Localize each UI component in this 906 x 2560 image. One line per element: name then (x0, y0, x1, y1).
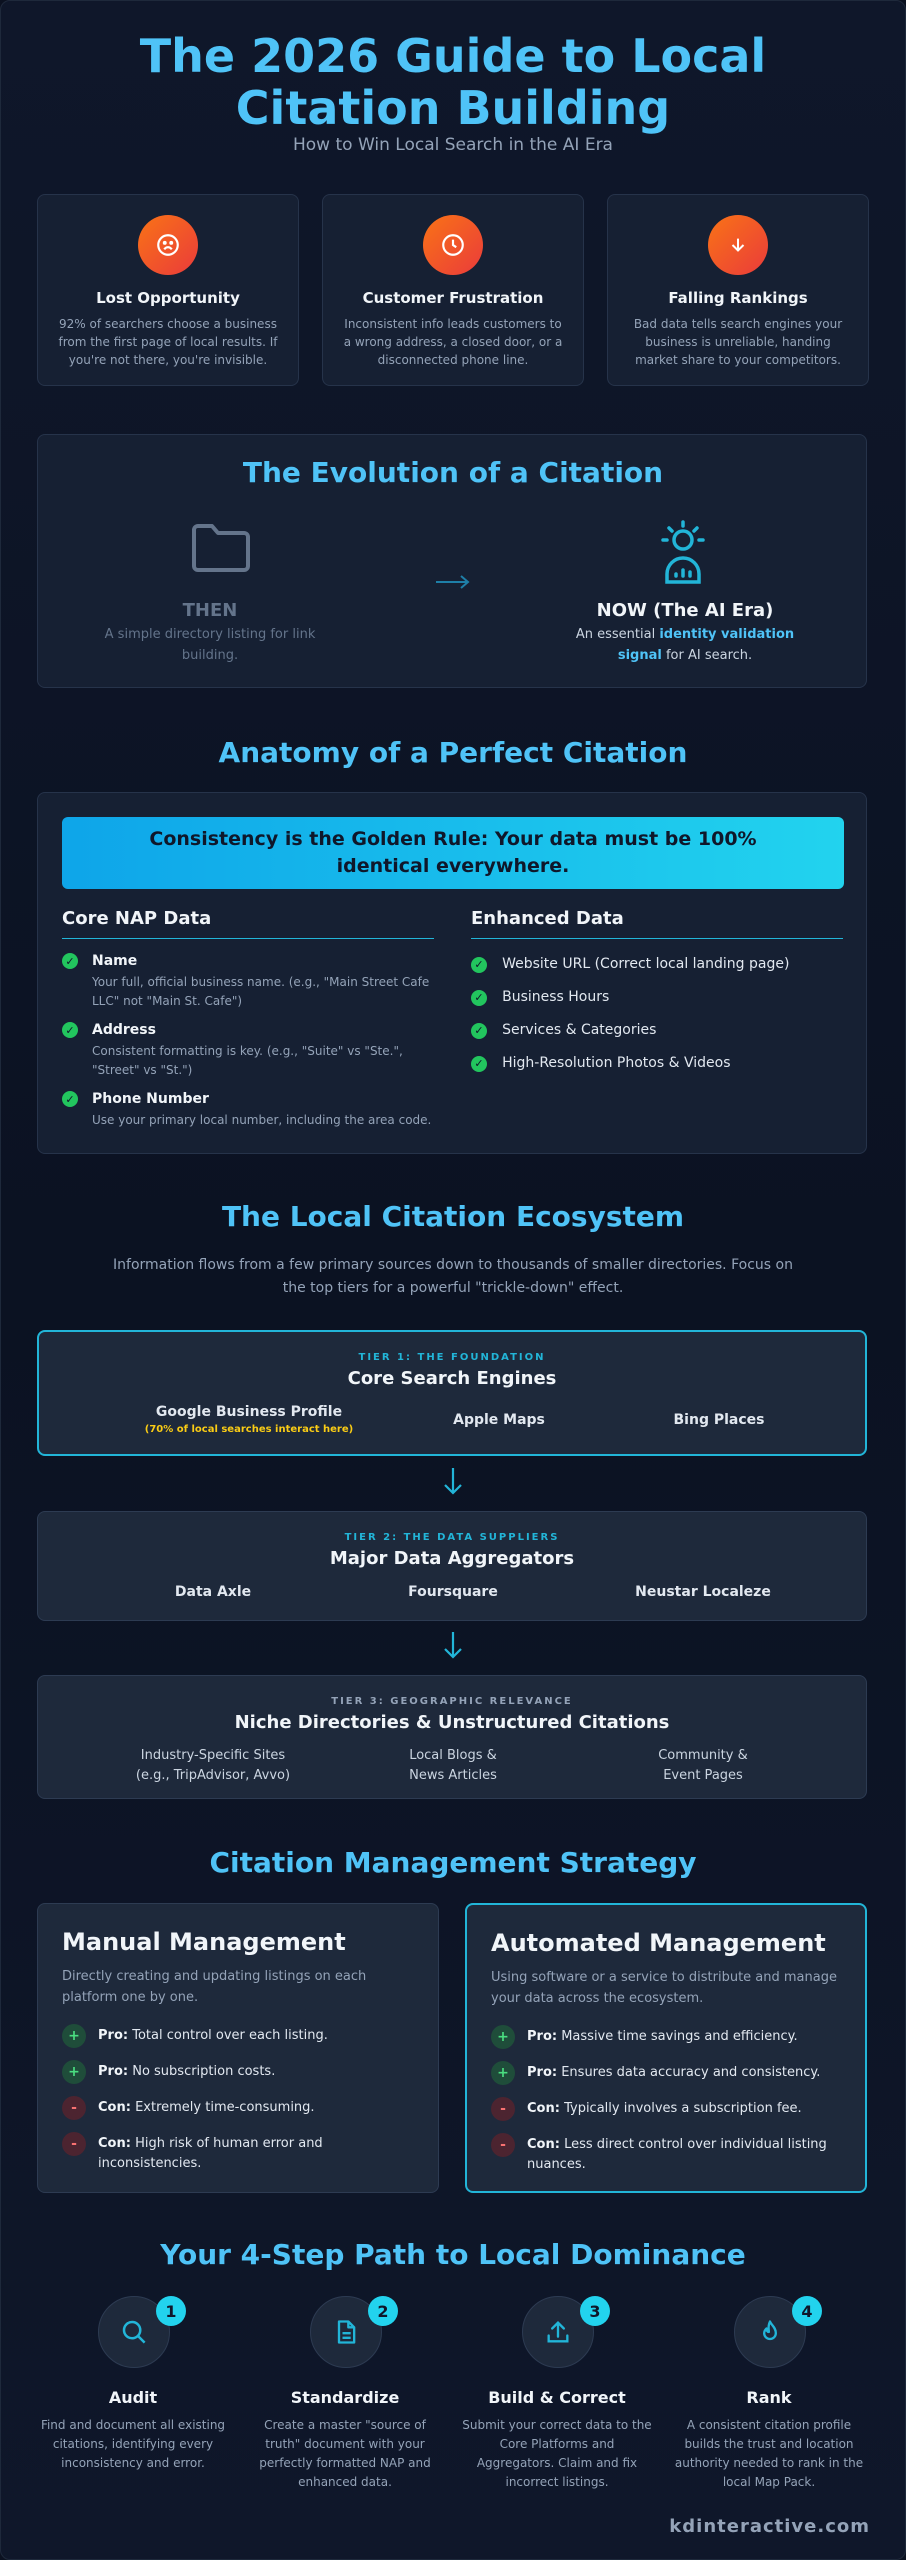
enhanced-item: ✓ High-Resolution Photos & Videos (471, 1052, 731, 1072)
pro-row: + Pro: No subscription costs. (62, 2062, 418, 2084)
tier-name: Core Search Engines (347, 1368, 557, 1389)
tier-caption: TIER 2: THE DATA SUPPLIERS (344, 1532, 560, 1543)
enhanced-heading: Enhanced Data (471, 908, 624, 929)
tier-caption: TIER 1: THE FOUNDATION (358, 1352, 546, 1363)
strategy-title: Citation Management Strategy (209, 1846, 697, 1879)
check-icon: ✓ (471, 990, 487, 1006)
check-icon: ✓ (471, 1056, 487, 1072)
arrow-right-icon (434, 574, 472, 594)
arrow-down-icon (708, 215, 768, 275)
step-title: Standardize (290, 2388, 400, 2407)
check-icon: ✓ (62, 1091, 78, 1107)
enhanced-item: ✓ Business Hours (471, 986, 609, 1006)
pro-row: + Pro: Total control over each listing. (62, 2026, 418, 2048)
tier-item: Bing Places (673, 1412, 765, 1428)
ecosystem-desc: Information flows from a few primary sources down to thousands of smaller directories. Focus on the top tiers for a powerful "trickle-down" effect. (113, 1257, 793, 1296)
divider (62, 938, 434, 939)
arrow-down-icon (0, 1466, 906, 1503)
problem-desc: 92% of searchers choose a business from the first page of local results. If you're not there, you're invisible. (58, 317, 278, 367)
step-number-badge: 2 (368, 2296, 398, 2326)
manual-management-card (37, 1903, 439, 2193)
ecosystem-title: The Local Citation Ecosystem (221, 1200, 685, 1233)
plus-icon: + (491, 2061, 515, 2085)
step-number-badge: 3 (580, 2296, 610, 2326)
check-icon: ✓ (471, 957, 487, 973)
card-title: Manual Management (62, 1928, 346, 1956)
problem-desc: Bad data tells search engines your business is unreliable, handing market share to your competitors. (633, 317, 843, 367)
card-title: Automated Management (491, 1929, 826, 1957)
frown-icon (138, 215, 198, 275)
nap-item-address: ✓ Address Consistent formatting is key. (e.g., "Suite" vs "Ste.", "Street" vs "St.") (62, 1022, 434, 1080)
problem-card-customer-frustration (322, 194, 584, 386)
problem-title: Lost Opportunity (96, 289, 240, 307)
problem-card-falling-rankings (607, 194, 869, 386)
now-desc: An essential identity validation signal for AI search. (575, 627, 795, 663)
minus-icon: - (62, 2096, 86, 2120)
card-desc: Directly creating and updating listings on each platform one by one. (62, 1969, 367, 2005)
step-number-badge: 4 (792, 2296, 822, 2326)
problem-title: Falling Rankings (668, 289, 808, 307)
plus-icon: + (62, 2060, 86, 2084)
nap-item-phone: ✓ Phone Number Use your primary local number, including the area code. (62, 1091, 434, 1130)
tier-name: Major Data Aggregators (329, 1548, 575, 1569)
arrow-down-icon (0, 1630, 906, 1667)
then-desc: A simple directory listing for link building. (104, 627, 316, 663)
problem-desc: Inconsistent info leads customers to a wrong address, a closed door, or a disconnected phone line. (343, 317, 563, 367)
evolution-title: The Evolution of a Citation (242, 456, 664, 489)
tier-item: Local Blogs & News Articles (409, 1748, 497, 1783)
enhanced-item: ✓ Services & Categories (471, 1019, 656, 1039)
check-icon: ✓ (62, 1022, 78, 1038)
con-row: - Con: Typically involves a subscription fee. (491, 2099, 845, 2121)
ai-person-icon (650, 518, 716, 590)
tier-2-card (37, 1511, 867, 1621)
nap-item-name: ✓ Name Your full, official business name. (e.g., "Main Street Cafe LLC" not "Main St. Cafe") (62, 953, 434, 1011)
golden-rule-banner: Consistency is the Golden Rule: Your data must be 100% identical everywhere. (62, 817, 844, 889)
tier-3-card (37, 1675, 867, 1799)
tier-item: Google Business Profile (155, 1404, 343, 1420)
tier-item: Apple Maps (453, 1412, 545, 1428)
brand-footer: kdinteractive.com (669, 2516, 870, 2537)
tier-caption: TIER 3: GEOGRAPHIC RELEVANCE (331, 1696, 573, 1707)
step-number-badge: 1 (156, 2296, 186, 2326)
problem-card-lost-opportunity (37, 194, 299, 386)
tier-item: Foursquare (408, 1584, 498, 1600)
step-title: Audit (108, 2388, 158, 2407)
con-row: - Con: Extremely time-consuming. (62, 2098, 418, 2120)
now-label: NOW (The AI Era) (596, 600, 774, 621)
anatomy-title: Anatomy of a Perfect Citation (218, 736, 688, 769)
page-subtitle: How to Win Local Search in the AI Era (293, 135, 613, 155)
card-desc: Using software or a service to distribute and manage your data across the ecosystem. (491, 1970, 837, 2006)
enhanced-item: ✓ Website URL (Correct local landing page) (471, 953, 789, 973)
pro-row: + Pro: Massive time savings and efficiency. (491, 2027, 845, 2049)
check-icon: ✓ (62, 953, 78, 969)
tier-1-card (37, 1330, 867, 1456)
con-row: - Con: Less direct control over individual listing nuances. (491, 2135, 845, 2175)
minus-icon: - (62, 2132, 86, 2156)
con-row: - Con: High risk of human error and inconsistencies. (62, 2134, 418, 2174)
steps-title: Your 4-Step Path to Local Dominance (160, 2238, 746, 2271)
folder-icon (190, 520, 252, 580)
minus-icon: - (491, 2133, 515, 2157)
core-nap-heading: Core NAP Data (62, 908, 212, 929)
check-icon: ✓ (471, 1023, 487, 1039)
tier-note: (70% of local searches interact here) (144, 1424, 354, 1435)
step-desc: Create a master "source of truth" document with your perfectly formatted NAP and enhanced data. (259, 2418, 431, 2489)
then-label: THEN (182, 600, 238, 621)
tier-item: Neustar Localeze (635, 1584, 771, 1600)
clock-icon (423, 215, 483, 275)
step-title: Rank (746, 2388, 792, 2407)
step-desc: Submit your correct data to the Core Platforms and Aggregators. Claim and fix incorrect listings. (462, 2418, 652, 2489)
step-desc: Find and document all existing citations, identifying every inconsistency and error. (40, 2418, 226, 2470)
automated-management-card (465, 1903, 867, 2193)
pro-row: + Pro: Ensures data accuracy and consistency. (491, 2063, 845, 2085)
page-title: The 2026 Guide to Local Citation Building (139, 29, 767, 135)
step-desc: A consistent citation profile builds the trust and location authority needed to rank in the local Map Pack. (674, 2418, 864, 2489)
tier-name: Niche Directories & Unstructured Citations (234, 1712, 670, 1733)
step-title: Build & Correct (488, 2388, 626, 2407)
plus-icon: + (491, 2025, 515, 2049)
tier-item: Industry-Specific Sites (e.g., TripAdvisor, Avvo) (135, 1748, 291, 1783)
tier-item: Community & Event Pages (658, 1748, 748, 1783)
plus-icon: + (62, 2024, 86, 2048)
tier-item: Data Axle (174, 1584, 252, 1600)
problem-title: Customer Frustration (362, 289, 544, 307)
minus-icon: - (491, 2097, 515, 2121)
divider (471, 938, 843, 939)
